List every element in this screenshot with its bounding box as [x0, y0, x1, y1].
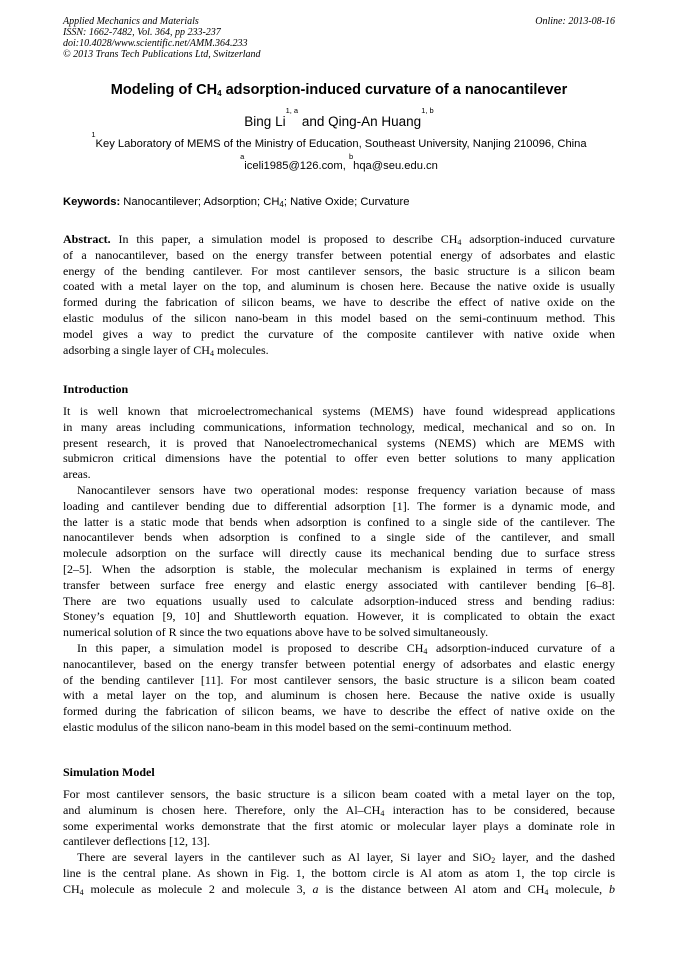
journal-header: [63, 16, 483, 60]
journal-name: Applied Mechanics and Materials: [63, 16, 199, 27]
section-heading-introduction: Introduction: [63, 382, 129, 396]
section-heading-simulation-model: Simulation Model: [63, 765, 155, 779]
keywords-label: Keywords:: [63, 196, 121, 208]
author-name: Qing-An Huang: [328, 114, 422, 129]
online-date: Online: 2013-08-16: [535, 16, 615, 27]
author-name: Bing Li: [244, 114, 286, 129]
paper-title: Modeling of $CH_4$ adsorption-induced curvature of a nanocantilever: [110, 82, 568, 98]
affiliation: $^1$Key Laboratory of MEMS of the Ministry of Education, Southeast University, Nanjing 210096, China: [91, 130, 587, 150]
issn-line: ISSN: 1662-7482, Vol. 364, pp 233-237: [63, 27, 221, 38]
doi-line: doi:10.4028/www.scientific.net/AMM.364.233: [63, 38, 248, 49]
abstract: Abstract. In this paper, a simulation model is proposed to describe $CH_4$ adsorption-induced curvature of a nanocantilever, based on the energy transfer between potential energy of adsorbates and elastic energy of the bending cantilever. For most cantilever sensors, the basic structure is a silicon beam coated with a metal layer on the top, and aluminum is chosen here. Because the native oxide is usually formed during the fabrication of silicon beams, we have to describe the effect of native oxide on the elastic modulus of the silicon nano-beam in this model based on the semi-continuum method. This model gives a way to predict the curvature of the composite cantilever with native oxide when adsorbing a single layer of $CH_4$ molecules.: [63, 232, 616, 358]
introduction-body: It is well known that microelectromechanical systems (MEMS) have found widespread applications in many areas including communications, information technology, medical, mechanical and so on. In present research, it is proved that Nanoelectromechanical systems (NEMS) which are MEMS with submicron critical dimensions have the potential to offer even better solutions to many application areas. Nanocantilever sensors have two operational modes: response frequency variation because of mass loading and cantilever bending due to differential adsorption [1]. The former is a dynamic mode, and the latter is a static mode that bends when adsorption is confined to a single side of the cantilever. The nanocantilever bends when adsorption is confined to a single side of the cantilever, and small molecule adsorption on the surface will directly cause its mechanical bending due to surface stress [2–5]. When the adsorption is stable, the molecular mechanism is explained in terms of energy transfer between surface free energy and elastic energy associated with cantilever bending [6–8]. There are two equations usually used to calculate adsorption-induced stress and bending radius: Stoney’s equation [9, 10] and Shuttleworth equation. However, it is complicated to obtain the exact numerical solution of R since the two equations above have to be solved simultaneously. In this paper, a simulation model is proposed to describe $CH_4$ adsorption-induced curvature of a nanocantilever, based on the energy transfer between potential energy of adsorbates and elastic energy of the bending cantilever [11]. For most cantilever sensors, the basic structure is a silicon beam coated with a metal layer on the top, and aluminum is chosen here. Because the native oxide is usually formed during the fabrication of silicon beams, we have to describe the effect of native oxide on the elastic modulus of the silicon nano-beam in this model based on the semi-continuum method.: [63, 404, 616, 734]
keywords: Keywords: Nanocantilever; Adsorption; $CH_4$; Native Oxide; Curvature: [63, 196, 410, 209]
abstract-label: Abstract.: [63, 232, 111, 246]
copyright-line: © 2013 Trans Tech Publications Ltd, Switzerland: [63, 49, 261, 60]
author-list: Bing Li$^{1, a}$ and Qing-An Huang$^{1, b}$: [244, 106, 434, 129]
author-emails: $^a$iceli1985@126.com, $^b$hqa@seu.edu.cn: [240, 152, 438, 172]
simulation-model-body: For most cantilever sensors, the basic structure is a silicon beam coated with a metal layer on the top, and aluminum is chosen here. Therefore, only the $Al-CH_4$ interaction has to be considered, because some experimental works demonstrate that the first atomic or molecular layer plays a dominate role in cantilever deflections [12, 13]. There are several layers in the cantilever such as Al layer, Si layer and SiO$_2$ layer, and the dashed line is the central plane. As shown in Fig. 1, the bottom circle is Al atom as atom 1, the top circle is $CH_4$ molecule as molecule 2 and molecule 3, a is the distance between Al atom and $CH_4$ molecule, b: [63, 787, 616, 897]
